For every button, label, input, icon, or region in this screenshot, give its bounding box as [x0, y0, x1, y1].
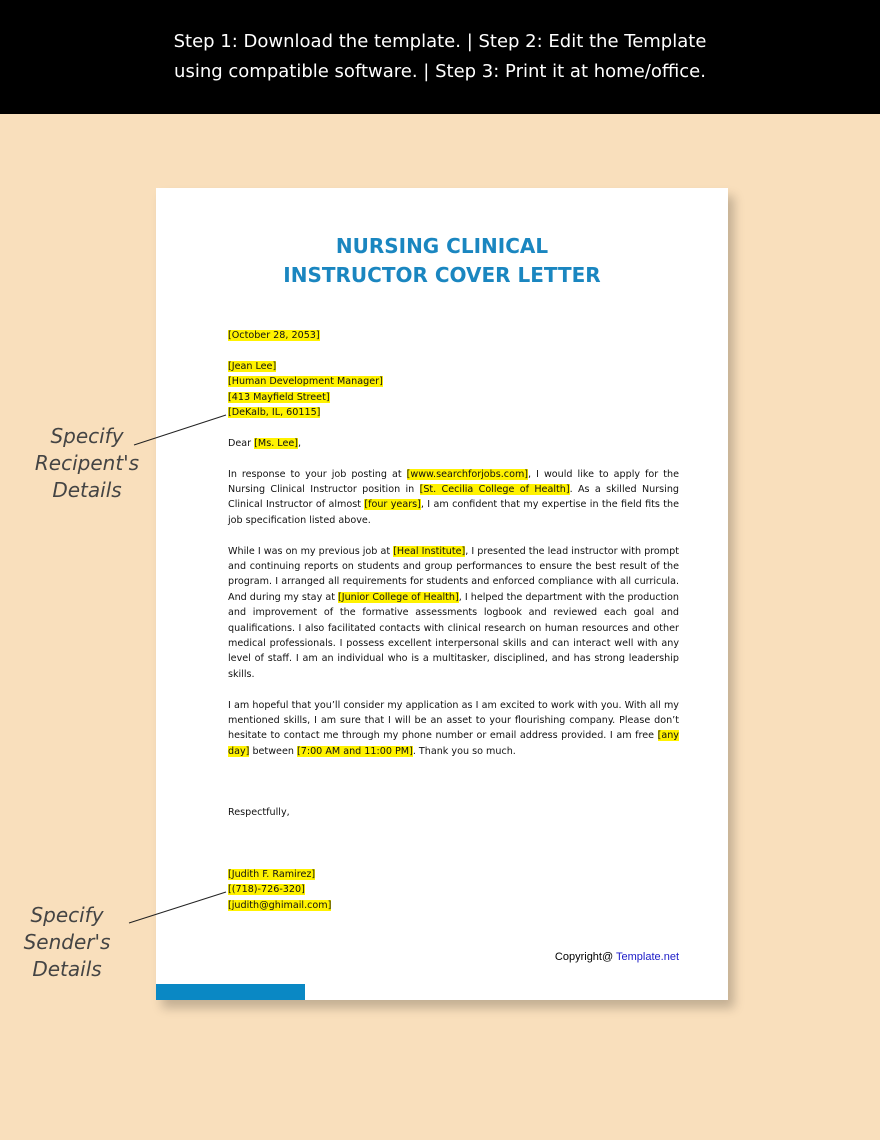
date-value: [October 28, 2053] [228, 330, 320, 341]
copyright-brand: Template.net [616, 951, 679, 963]
recipient-callout: Specify Recipent's Details [34, 424, 140, 502]
copyright-notice: Copyright@ Template.net [554, 951, 679, 963]
salutation: Dear [Ms. Lee], [228, 437, 302, 449]
salutation-name: [Ms. Lee] [254, 437, 299, 449]
paragraph-3: I am hopeful that you’ll consider my application as I am excited to work with you. With all my mentioned skills, I am sure that I will be an asset to your flourishing company. Please don’t hesitate to contact me through my phone number or email address provided. I am free [any day] between [7:00 AM and 11:00 PM]. Thank you so much. [228, 699, 679, 757]
banner-line-1: Step 1: Download the template. | Step 2: Edit the Template [173, 31, 707, 52]
recipient-city: [DeKalb, IL, 60115] [228, 407, 321, 419]
recipient-name: [Jean Lee] [228, 360, 277, 372]
recipient-street: [413 Mayfield Street] [228, 391, 330, 403]
paragraph-1: In response to your job posting at [www.searchforjobs.com], I would like to apply for the Nursing Clinical Instructor position in [St. Cecilia College of Health]. As a skilled Nursing Clinical Instructor of almost [four years], I am confident that my expertise in the field fits the job specification listed above. [228, 468, 679, 526]
title-line-2: INSTRUCTOR COVER LETTER [283, 263, 601, 287]
sender-callout: Specify Sender's Details [23, 903, 111, 981]
sender-callout-line [129, 892, 226, 923]
paragraph-2: While I was on my previous job at [Heal Institute], I presented the lead instructor with prompt and continuing reports on students and group performances to ensure the best result of the program. I arranged all requirements for students and enforced compliance with all curricula. And during my stay at [Junior College of Health], I helped the department with the production and improvement of the formative assessments logbook and reviewed each goal and qualifications. I also facilitated contacts with clinical research on human resources and other medical professionals. I possess excellent interpersonal skills and can interact well with any level of staff. I am an individual who is a multitasker, disciplined, and has strong leadership skills. [228, 545, 679, 680]
closing: Respectfully, [228, 807, 290, 819]
sender-email: [judith@ghimail.com] [228, 899, 332, 911]
sender-name: [Judith F. Ramirez] [228, 868, 316, 880]
title-line-1: NURSING CLINICAL [335, 234, 549, 258]
recipient-title: [Human Development Manager] [228, 376, 383, 388]
banner-line-2: using compatible software. | Step 3: Print it at home/office. [174, 61, 706, 82]
sender-phone: [(718)-726-320] [228, 884, 305, 896]
